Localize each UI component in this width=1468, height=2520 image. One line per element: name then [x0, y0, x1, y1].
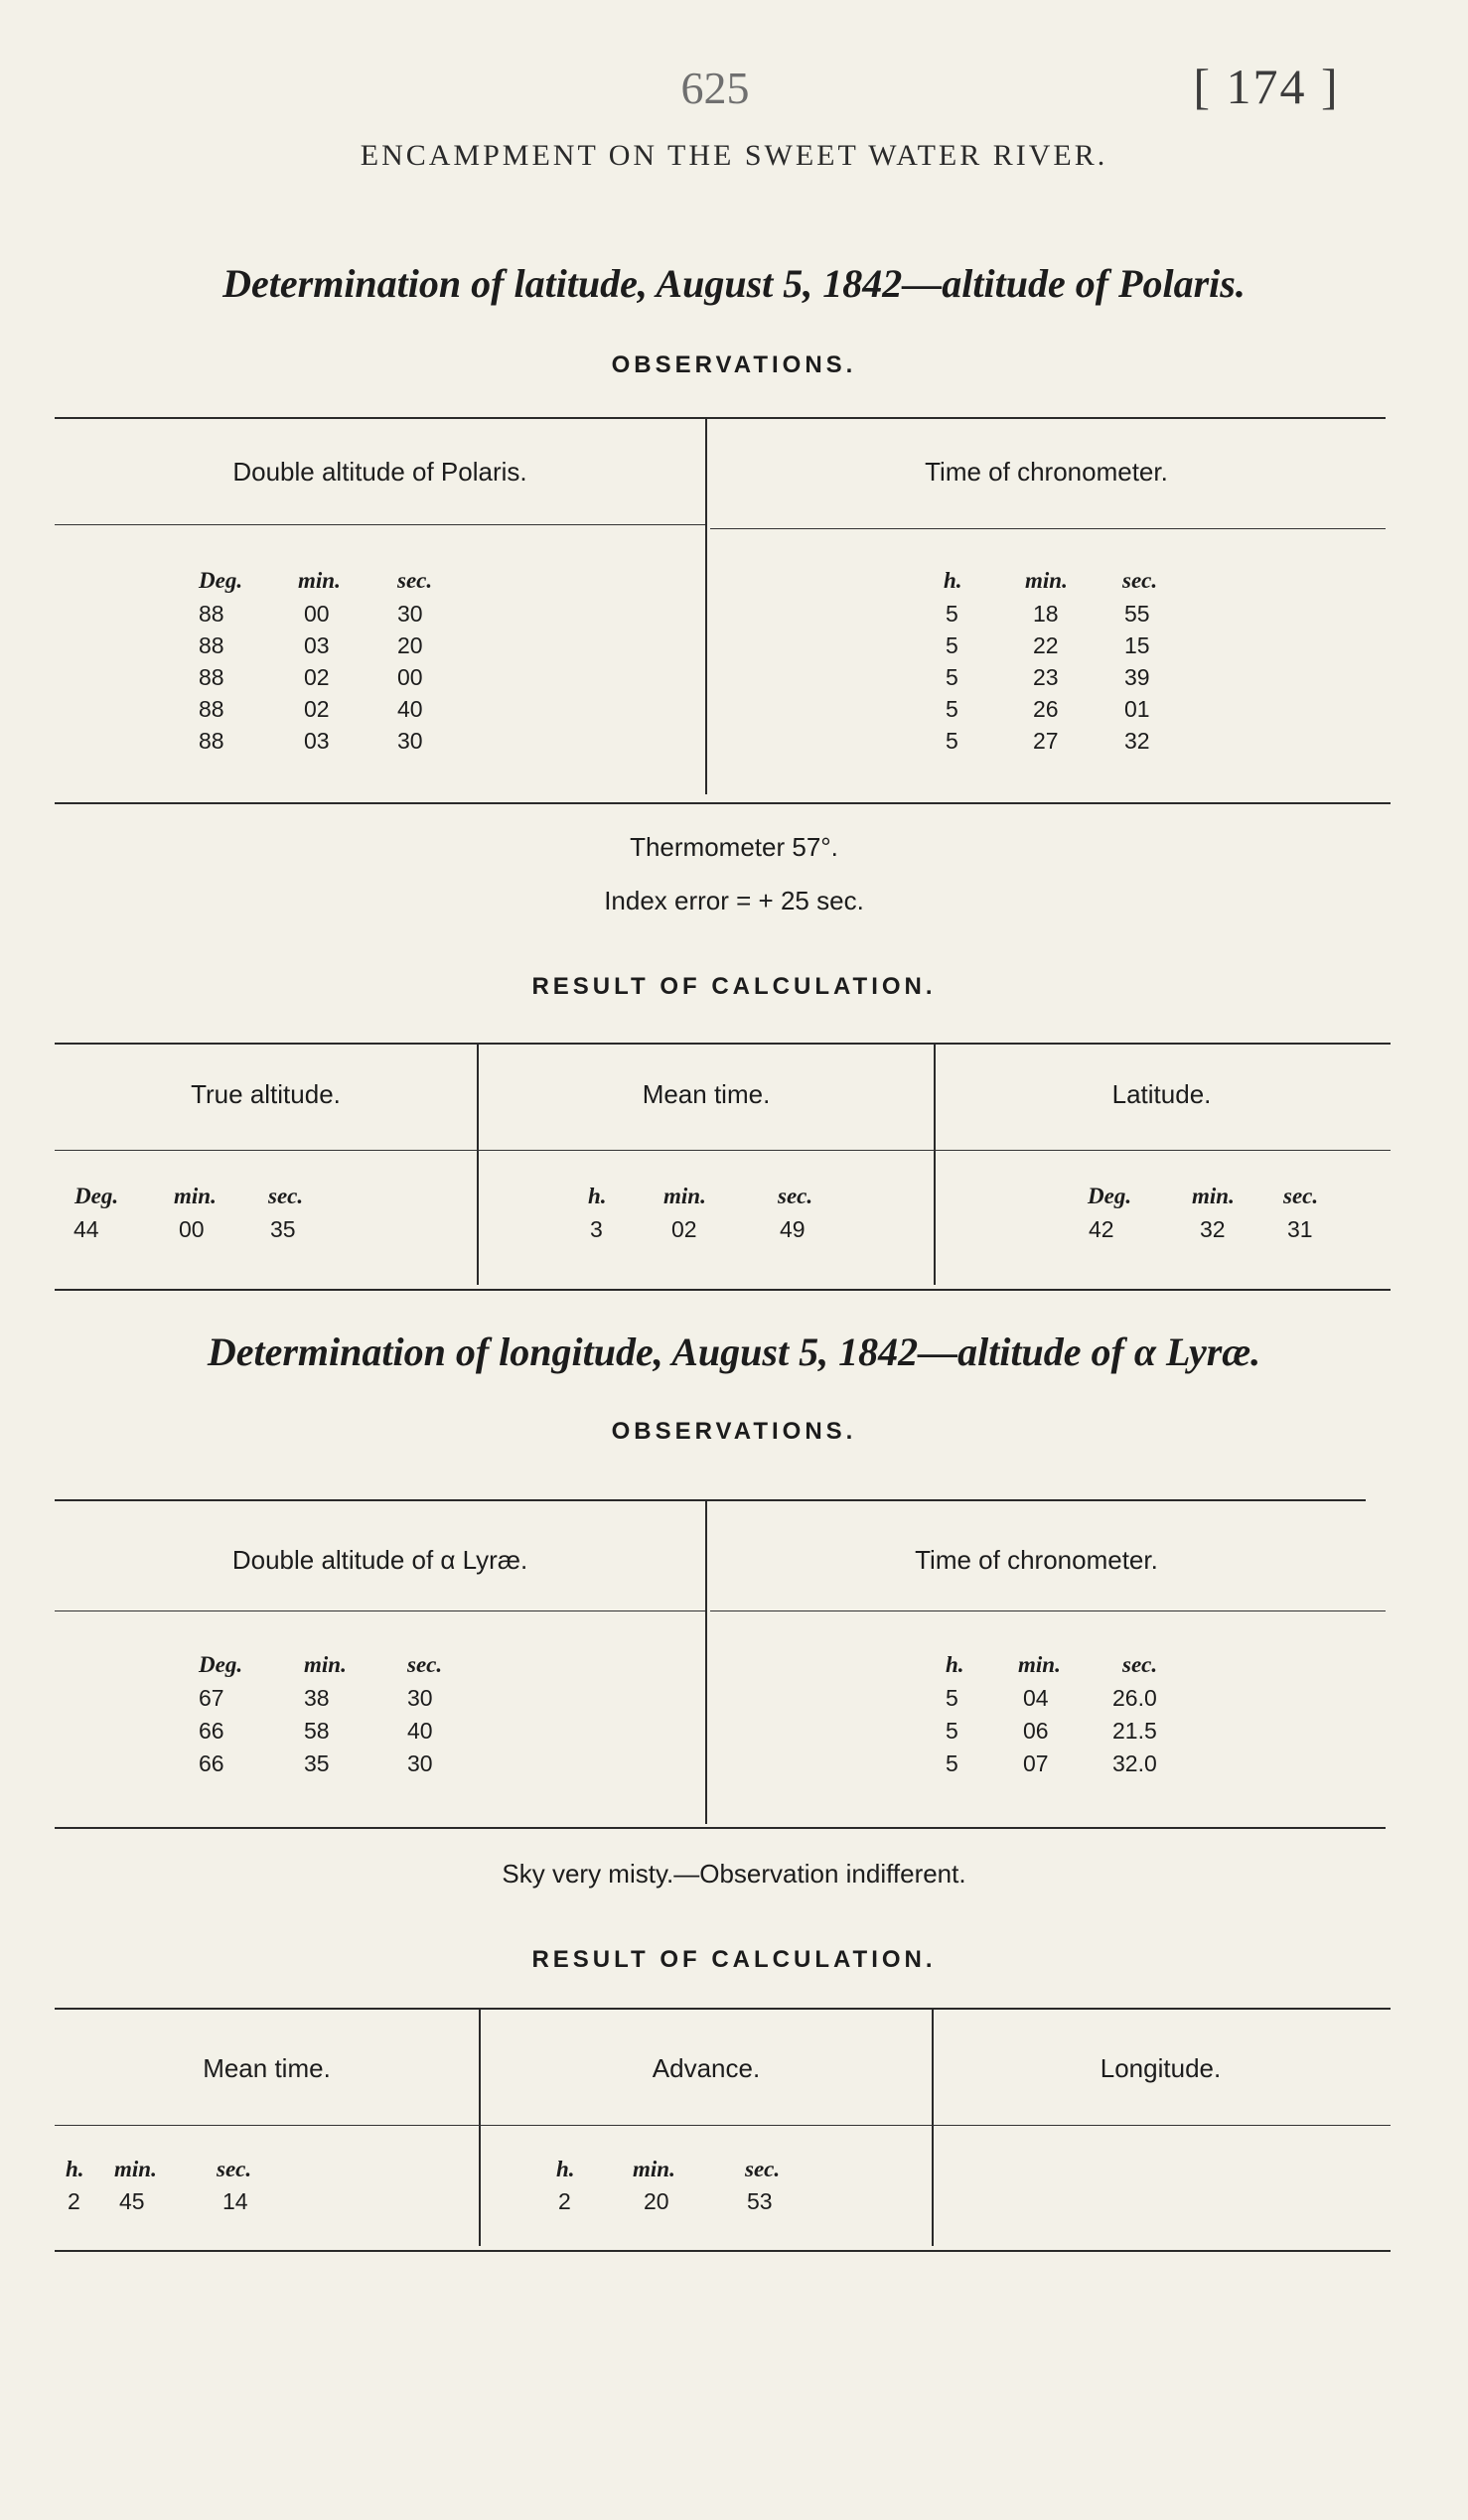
sec-value: 32: [1124, 728, 1150, 754]
advance-min: 20: [644, 2188, 669, 2214]
min-value: 18: [1033, 601, 1059, 627]
unit-min: min.: [174, 1184, 217, 1208]
unit-h: h.: [946, 1652, 964, 1677]
header-time-chronometer: Time of chronometer.: [915, 1545, 1158, 1575]
sec-value: 30: [397, 601, 423, 627]
true-altitude-sec: 35: [270, 1216, 296, 1242]
sec-value: 21.5: [1112, 1718, 1157, 1744]
sec-value: 30: [397, 728, 423, 754]
advance-h: 2: [558, 2188, 571, 2214]
deg-value: 88: [199, 601, 224, 627]
unit-min: min.: [663, 1184, 706, 1208]
header-double-altitude-polaris: Double altitude of Polaris.: [232, 457, 527, 487]
min-value: 00: [304, 601, 330, 627]
unit-deg: Deg.: [199, 1652, 243, 1677]
true-altitude-min: 00: [179, 1216, 205, 1242]
unit-sec: sec.: [1122, 568, 1158, 593]
unit-deg: Deg.: [199, 568, 243, 593]
index-error-note: Index error = + 25 sec.: [604, 886, 864, 915]
deg-value: 88: [199, 728, 224, 754]
unit-sec: sec.: [397, 568, 433, 593]
sec-value: 01: [1124, 696, 1150, 722]
h-value: 5: [946, 728, 958, 754]
unit-h: h.: [588, 1184, 607, 1208]
result-label-1: RESULT OF CALCULATION.: [531, 973, 937, 1000]
unit-min: min.: [1025, 568, 1068, 593]
sec-value: 20: [397, 632, 423, 658]
h-value: 5: [946, 696, 958, 722]
h-value: 5: [946, 632, 958, 658]
min-value: 35: [304, 1750, 330, 1776]
unit-min: min.: [1192, 1184, 1235, 1208]
page-folio-right: [ 174 ]: [1193, 59, 1340, 114]
header-advance: Advance.: [652, 2053, 761, 2083]
min-value: 06: [1023, 1718, 1049, 1744]
h-value: 5: [946, 1750, 958, 1776]
min-value: 23: [1033, 664, 1059, 690]
sec-value: 40: [397, 696, 423, 722]
unit-sec: sec.: [778, 1184, 813, 1208]
sky-note: Sky very misty.—Observation indifferent.: [502, 1859, 966, 1889]
deg-value: 66: [199, 1718, 224, 1744]
unit-deg: Deg.: [74, 1184, 119, 1208]
deg-value: 88: [199, 632, 224, 658]
header-mean-time: Mean time.: [642, 1079, 771, 1109]
h-value: 5: [946, 664, 958, 690]
unit-h: h.: [944, 568, 962, 593]
unit-h: h.: [556, 2157, 575, 2181]
h-value: 5: [946, 1685, 958, 1711]
min-value: 22: [1033, 632, 1059, 658]
deg-value: 67: [199, 1685, 224, 1711]
sec-value: 39: [1124, 664, 1150, 690]
mean-time-min: 02: [671, 1216, 697, 1242]
min-value: 58: [304, 1718, 330, 1744]
mean-time-h: 3: [590, 1216, 603, 1242]
unit-sec: sec.: [745, 2157, 781, 2181]
observations-label-2: OBSERVATIONS.: [611, 1418, 857, 1445]
min-value: 38: [304, 1685, 330, 1711]
sec-value: 26.0: [1112, 1685, 1157, 1711]
page-folio-left: 625: [680, 63, 750, 113]
h-value: 5: [946, 601, 958, 627]
min-value: 02: [304, 664, 330, 690]
min-value: 26: [1033, 696, 1059, 722]
deg-value: 66: [199, 1750, 224, 1776]
header-mean-time: Mean time.: [203, 2053, 331, 2083]
running-head: ENCAMPMENT ON THE SWEET WATER RIVER.: [360, 139, 1108, 172]
min-value: 02: [304, 696, 330, 722]
sec-value: 30: [407, 1750, 433, 1776]
result-label-2: RESULT OF CALCULATION.: [531, 1946, 937, 1973]
header-longitude: Longitude.: [1100, 2053, 1222, 2083]
unit-sec: sec.: [1122, 1652, 1158, 1677]
deg-value: 88: [199, 664, 224, 690]
latitude-title: Determination of latitude, August 5, 1842—altitude of Polaris.: [222, 261, 1246, 306]
unit-sec: sec.: [268, 1184, 304, 1208]
unit-min: min.: [298, 568, 341, 593]
min-value: 27: [1033, 728, 1059, 754]
mean-time-sec: 49: [780, 1216, 806, 1242]
unit-sec: sec.: [1283, 1184, 1319, 1208]
latitude-deg: 42: [1089, 1216, 1114, 1242]
sec-value: 30: [407, 1685, 433, 1711]
true-altitude-deg: 44: [73, 1216, 99, 1242]
min-value: 03: [304, 728, 330, 754]
min-value: 03: [304, 632, 330, 658]
header-latitude: Latitude.: [1111, 1079, 1212, 1109]
advance-sec: 53: [747, 2188, 773, 2214]
latitude-min: 32: [1200, 1216, 1226, 1242]
header-double-altitude-lyrae: Double altitude of α Lyræ.: [231, 1545, 528, 1575]
sec-value: 32.0: [1112, 1750, 1157, 1776]
mean-time-sec: 14: [222, 2188, 248, 2214]
header-time-chronometer: Time of chronometer.: [925, 457, 1168, 487]
unit-sec: sec.: [217, 2157, 252, 2181]
header-true-altitude: True altitude.: [191, 1079, 341, 1109]
unit-h: h.: [66, 2157, 84, 2181]
unit-min: min.: [114, 2157, 157, 2181]
mean-time-min: 45: [119, 2188, 145, 2214]
observations-label-1: OBSERVATIONS.: [611, 351, 857, 378]
unit-sec: sec.: [407, 1652, 443, 1677]
sec-value: 15: [1124, 632, 1150, 658]
unit-min: min.: [304, 1652, 347, 1677]
min-value: 04: [1023, 1685, 1049, 1711]
latitude-sec: 31: [1287, 1216, 1313, 1242]
unit-deg: Deg.: [1088, 1184, 1132, 1208]
sec-value: 40: [407, 1718, 433, 1744]
deg-value: 88: [199, 696, 224, 722]
mean-time-h: 2: [68, 2188, 80, 2214]
sec-value: 00: [397, 664, 423, 690]
unit-min: min.: [633, 2157, 675, 2181]
unit-min: min.: [1018, 1652, 1061, 1677]
thermometer-note: Thermometer 57°.: [630, 832, 838, 862]
min-value: 07: [1023, 1750, 1049, 1776]
longitude-title: Determination of longitude, August 5, 1842—altitude of α Lyræ.: [207, 1330, 1261, 1374]
h-value: 5: [946, 1718, 958, 1744]
sec-value: 55: [1124, 601, 1150, 627]
